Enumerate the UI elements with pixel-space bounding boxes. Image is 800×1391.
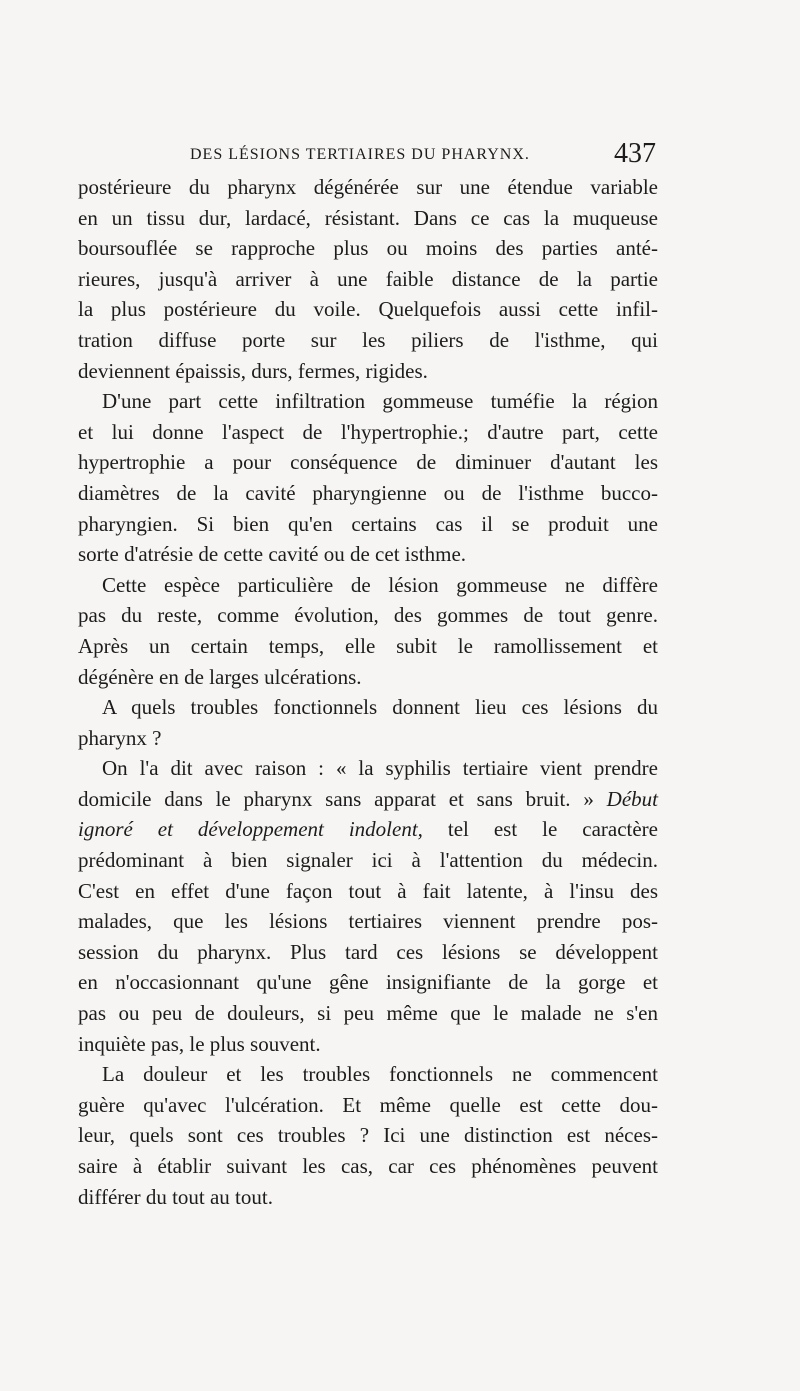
text-line: leur, quels sont ces troubles ? Ici une distinction est néces- (78, 1123, 658, 1148)
text-line: inquiète pas, le plus souvent. (78, 1031, 321, 1056)
text-line: pharynx ? (78, 725, 162, 750)
text-line: A quels troubles fonctionnels donnent lieu ces lésions du (102, 695, 658, 720)
italic-segment: ignoré et développement indolent, (78, 817, 423, 842)
page-number: 437 (614, 138, 656, 169)
text-line: sorte d'atrésie de cette cavité ou de cet isthme. (78, 542, 467, 567)
text-line: rieures, jusqu'à arriver à une faible distance de la partie (78, 266, 658, 291)
text-line: boursouflée se rapproche plus ou moins des parties anté- (78, 236, 658, 261)
text-line: pas du reste, comme évolution, des gommes de tout genre. (78, 603, 658, 628)
text-line: prédominant à bien signaler ici à l'attention du médecin. (78, 848, 658, 873)
text-line: Cette espèce particulière de lésion gommeuse ne diffère (102, 572, 658, 597)
text-line: guère qu'avec l'ulcération. Et même quelle est cette dou- (78, 1092, 658, 1117)
text-line: dégénère en de larges ulcérations. (78, 664, 362, 689)
text-line (78, 814, 658, 845)
text-line: la plus postérieure du voile. Quelquefois aussi cette infil- (78, 297, 658, 322)
body-text (78, 172, 658, 1212)
text-line: et lui donne l'aspect de l'hypertrophie.; d'autre part, cette (78, 419, 658, 444)
text-line: en n'occasionnant qu'une gêne insignifiante de la gorge et (78, 970, 658, 995)
running-title: DES LÉSIONS TERTIAIRES DU PHARYNX. (190, 146, 530, 163)
text-line: Après un certain temps, elle subit le ramollissement et (78, 633, 658, 658)
text-line: deviennent épaissis, durs, fermes, rigides. (78, 358, 428, 383)
text-line: D'une part cette infiltration gommeuse tuméfie la région (102, 389, 658, 414)
text-line: pharyngien. Si bien qu'en certains cas il se produit une (78, 511, 658, 536)
text-line: postérieure du pharynx dégénérée sur une étendue variable (78, 175, 658, 199)
text-line: malades, que les lésions tertiaires viennent prendre pos- (78, 909, 658, 934)
text-line: saire à établir suivant les cas, car ces phénomènes peuvent (78, 1154, 658, 1178)
text-segment: tel est le caractère (447, 817, 658, 842)
italic-segment: Début (606, 786, 658, 811)
text-line: La douleur et les troubles fonctionnels ne commencent (102, 1062, 658, 1087)
text-line (78, 784, 658, 815)
text-line: en un tissu dur, lardacé, résistant. Dans ce cas la muqueuse (78, 205, 658, 230)
text-line: On l'a dit avec raison : « la syphilis tertiaire vient prendre (102, 756, 658, 781)
text-line: tration diffuse porte sur les piliers de l'isthme, qui (78, 327, 658, 352)
text-line: hypertrophie a pour conséquence de diminuer d'autant les (78, 450, 658, 475)
text-line: différer du tout au tout. (78, 1184, 273, 1209)
text-segment: domicile dans le pharynx sans apparat et sans bruit. » (78, 786, 594, 811)
text-line: C'est en effet d'une façon tout à fait latente, à l'insu des (78, 878, 658, 903)
page-header (78, 138, 658, 170)
text-line: pas ou peu de douleurs, si peu même que le malade ne s'en (78, 1001, 658, 1026)
text-line: session du pharynx. Plus tard ces lésions se développent (78, 939, 658, 964)
text-line: diamètres de la cavité pharyngienne ou de l'isthme bucco- (78, 480, 658, 505)
